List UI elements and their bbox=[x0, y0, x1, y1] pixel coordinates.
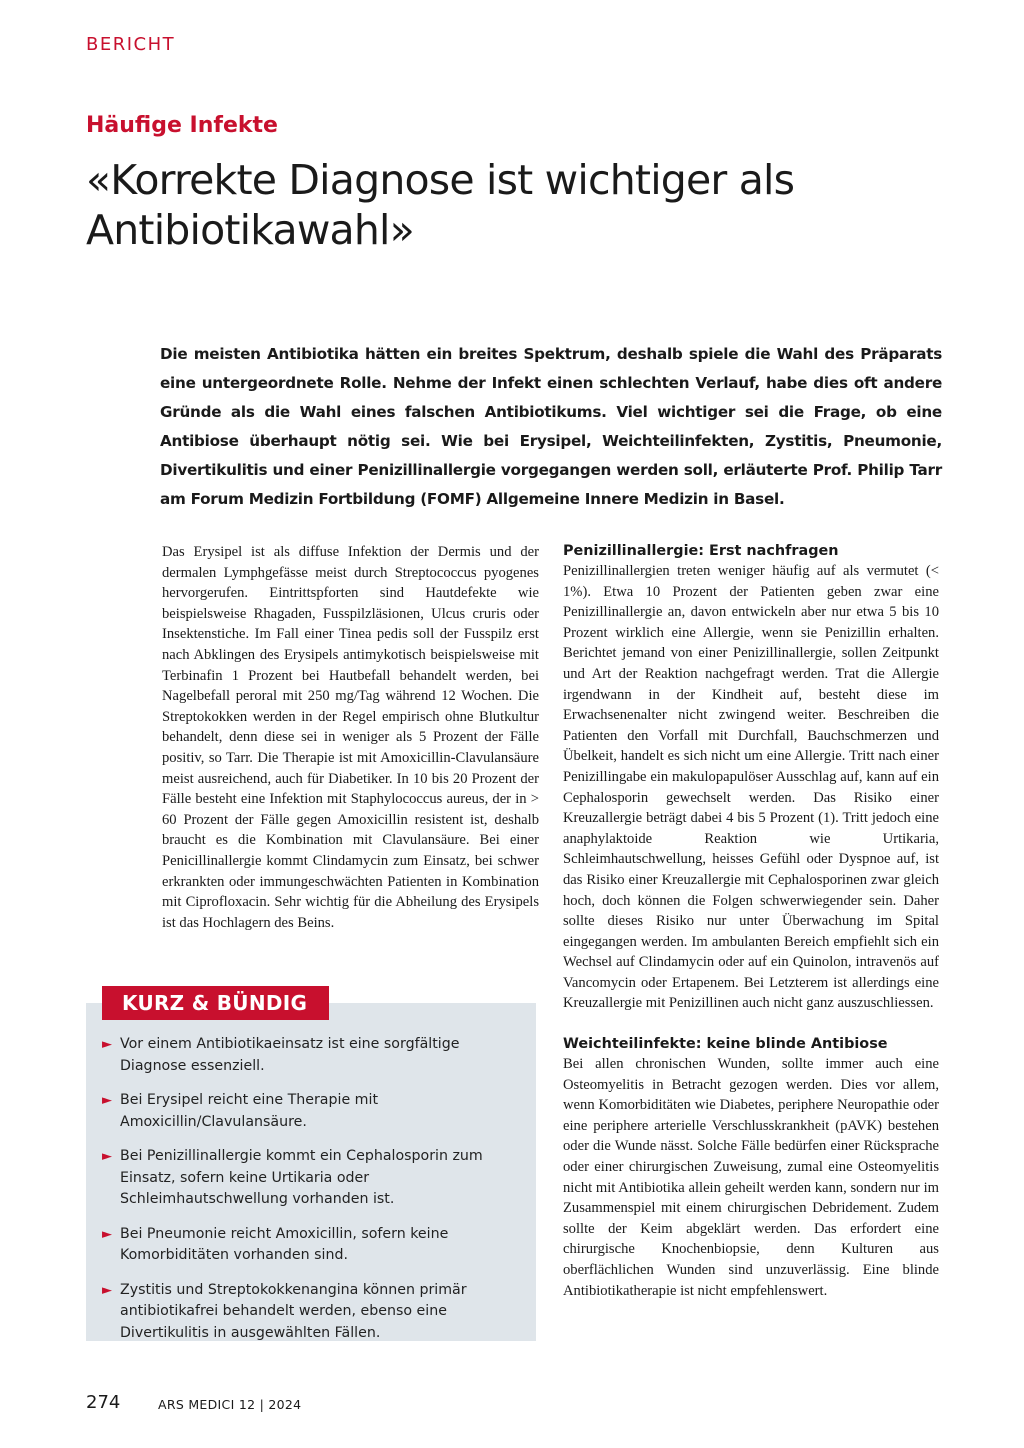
erysipel-paragraph: Das Erysipel ist als diffuse Infektion der Dermis und der dermalen Lymphgefässe meist durch Streptococcus pyogenes hervorgerufen. Eintrittspforten sind Hautdefekte wie beispielsweise Rhagaden, Fusspilzläsionen, Ulcus cruris oder Insektenstiche. Im Fall einer Tinea pedis soll der Fusspilz erst nach Abklingen des Erysipels antimykotisch beispielsweise mit Terbinafin 1 Prozent bei Hautbefall behandelt werden, bei Nagelbefall peroral mit 250 mg/Tag während 12 Wochen. Die Streptokokken werden in der Regel empirisch ohne Blutkultur behandelt, denn diese sei in weniger als 5 Prozent der Fälle positiv, so Tarr. Die Therapie ist mit Amoxicillin-Clavulansäure meist ausreichend, auch für Diabetiker. In 10 bis 20 Prozent der Fälle besteht eine Infektion mit Staphylococcus aureus, der in > 60 Prozent der Fälle gegen Amoxicillin resistent ist, deshalb braucht es die Kombination mit Clavulansäure. Bei einer Penicillinallergie kommt Clindamycin zum Einsatz, bei schwer erkrankten oder immungeschwächten Patienten in Kombination mit Ciprofloxacin. Sehr wichtig für die Abheilung des Erysipels ist das Hochlagern des Beins. bbox=[162, 544, 539, 931]
right-column bbox=[563, 541, 939, 1301]
summary-item-text: Bei Pneumonie reicht Amoxicillin, sofern keine Komorbiditäten vorhanden sind. bbox=[120, 1225, 449, 1263]
left-column bbox=[162, 542, 539, 933]
summary-item-text: Bei Penizillinallergie kommt ein Cephalosporin zum Einsatz, sofern keine Urtikaria oder Schleimhautschwellung vorhanden ist. bbox=[120, 1148, 483, 1207]
article-lead: Die meisten Antibiotika hätten ein breites Spektrum, deshalb spiele die Wahl des Präparats eine untergeordnete Rolle. Nehme der Infekt einen schlechten Verlauf, habe dies oft andere Gründe als die Wahl eines falschen Antibiotikums. Viel wichtiger sei die Frage, ob eine Antibiose überhaupt nötig sei. Wie bei Erysipel, Weichteilinfekten, Zystitis, Pneumonie, Divertikulitis und einer Penizillinallergie vorgegangen werden soll, erläuterte Prof. Philip Tarr am Forum Medizin Fortbildung (FOMF) Allgemeine Innere Medizin in Basel. bbox=[160, 345, 942, 508]
triangle-bullet-icon: ► bbox=[102, 1149, 112, 1164]
summary-box-label: KURZ & BÜNDIG bbox=[102, 986, 329, 1020]
article-title: «Korrekte Diagnose ist wichtiger als Antibiotikawahl» bbox=[86, 156, 795, 254]
triangle-bullet-icon: ► bbox=[102, 1093, 112, 1108]
journal-name: ARS MEDICI 12 | 2024 bbox=[158, 1397, 302, 1412]
article-kicker: Häufige Infekte bbox=[86, 113, 278, 138]
summary-item bbox=[102, 1090, 522, 1133]
summary-item bbox=[102, 1280, 522, 1345]
summary-item-text: Vor einem Antibiotikaeinsatz ist eine sorgfältige Diagnose essenziell. bbox=[120, 1036, 460, 1074]
summary-item bbox=[102, 1146, 522, 1211]
section-heading-penizillinallergie: Penizillinallergie: Erst nachfragen bbox=[563, 543, 839, 559]
summary-item bbox=[102, 1224, 522, 1267]
section-heading-weichteilinfekte: Weichteilinfekte: keine blinde Antibiose bbox=[563, 1036, 888, 1053]
section-tag: BERICHT bbox=[86, 34, 176, 55]
summary-list bbox=[102, 1034, 522, 1357]
section-body-penizillinallergie: Penizillinallergien treten weniger häufig auf als vermutet (< 1%). Etwa 10 Prozent der Patienten geben zwar eine Penizillinallergie an, davon entwickeln aber nur etwa 5 bis 10 Prozent wirklich eine Allergie, wenn sie Penizillin erhalten. Berichtet jemand von einer Penizillinallergie, sollen Zeitpunkt und Art der Reaktion nachgefragt werden. Trat die Allergie irgendwann in der Kindheit auf, besteht diese im Erwachsenenalter nicht zwingend weiter. Beschreiben die Patienten den Vorfall mit Durchfall, Bauchschmerzen und Übelkeit, handelt es sich nicht um eine Allergie. Tritt nach einer Penizillingabe ein makulopapulöser Ausschlag auf, kann auf ein Cephalosporin gewechselt werden. Das Risiko einer Kreuzallergie beträgt dabei 4 bis 5 Prozent (1). Tritt jedoch eine anaphylaktoide Reaktion wie Urtikaria, Schleimhautschwellung, heisses Gefühl oder Dyspnoe auf, ist das Risiko einer Kreuzallergie mit Cephalosporinen zwar gleich hoch, doch können die Folgen schwerwiegender sein. Daher sollte dieses Risiko nur unter Überwachung im Spital eingegangen werden. Im ambulanten Bereich empfiehlt sich ein Wechsel auf Clindamycin oder auf ein Quinolon, intravenös auf Vancomycin oder Ertapenem. Bei Letzterem ist allerdings eine Kreuzallergie mit Penizillinen auch nicht ganz auszuschliessen. bbox=[563, 563, 939, 1012]
section-body-weichteilinfekte: Bei allen chronischen Wunden, sollte immer auch eine Osteomyelitis in Betracht gezogen werden. Dies vor allem, wenn Komorbiditäten wie Diabetes, periphere Neuropathie oder eine periphere arterielle Verschlusskrankheit (pAVK) bestehen oder die Wunde nässt. Solche Fälle bedürfen einer Rücksprache oder einer chirurgischen Zuweisung, zumal eine Osteomyelitis nicht mit Antibiotika allein geheilt werden kann, sondern nur im Zusammenspiel mit einem chirurgischen Debridement. Zudem sollte der Keim abgeklärt werden. Das erfordert eine chirurgische Knochenbiopsie, denn Kulturen aus oberflächlichen Wunden sind unzuverlässig. Eine blinde Antibiotikatherapie ist nicht empfehlenswert. bbox=[563, 1056, 939, 1299]
summary-item bbox=[102, 1034, 522, 1077]
triangle-bullet-icon: ► bbox=[102, 1226, 112, 1242]
page-number: 274 bbox=[86, 1392, 121, 1413]
summary-item-text: Zystitis und Streptokokkenangina können primär antibiotikafrei behandelt werden, ebenso eine Divertikulitis in ausgewählten Fällen. bbox=[120, 1281, 467, 1341]
summary-item-text: Bei Erysipel reicht eine Therapie mit Amoxicillin/Clavulansäure. bbox=[120, 1092, 379, 1130]
triangle-bullet-icon: ► bbox=[102, 1037, 112, 1052]
triangle-bullet-icon: ► bbox=[102, 1282, 112, 1298]
